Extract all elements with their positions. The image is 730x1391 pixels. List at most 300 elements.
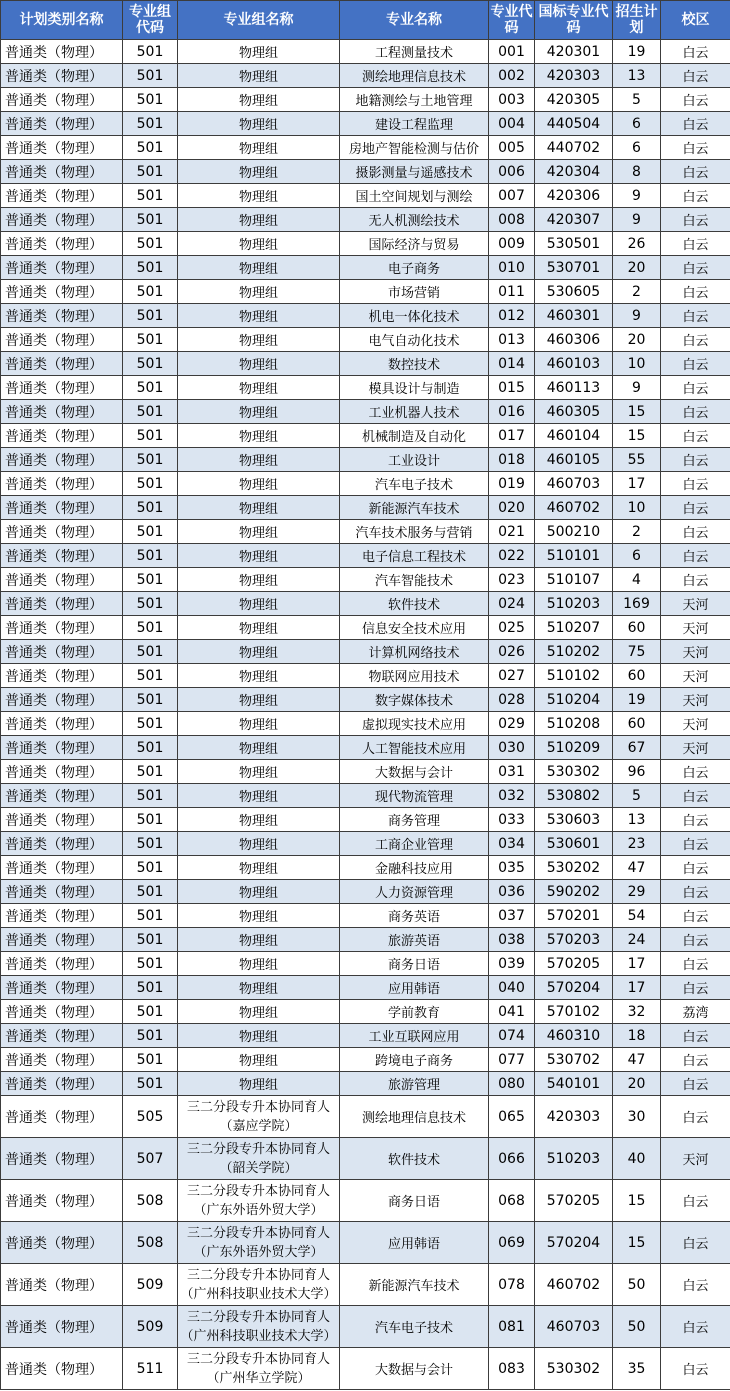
national-code-cell: 460702 — [535, 1264, 613, 1306]
header-row — [1, 1, 730, 40]
table-row — [1, 736, 730, 760]
enrollment-plan-cell: 9 — [613, 304, 661, 328]
enrollment-plan-cell: 26 — [613, 232, 661, 256]
table-row — [1, 640, 730, 664]
major-code-cell: 029 — [489, 712, 535, 736]
group-name-cell: 物理组 — [178, 688, 340, 712]
table-row — [1, 1180, 730, 1222]
group-code-cell: 501 — [123, 328, 178, 352]
major-name-cell: 数字媒体技术 — [340, 688, 489, 712]
plan-category-cell: 普通类（物理） — [1, 928, 123, 952]
plan-category-cell: 普通类（物理） — [1, 112, 123, 136]
plan-category-cell: 普通类（物理） — [1, 208, 123, 232]
table-row — [1, 1096, 730, 1138]
group-name-cell: 物理组 — [178, 976, 340, 1000]
group-code-cell: 501 — [123, 1024, 178, 1048]
group-code-cell: 501 — [123, 88, 178, 112]
national-code-cell: 460104 — [535, 424, 613, 448]
group-name-cell: 物理组 — [178, 1000, 340, 1024]
enrollment-plan-cell: 10 — [613, 352, 661, 376]
national-code-cell: 460113 — [535, 376, 613, 400]
campus-cell: 白云 — [661, 448, 730, 472]
national-code-cell: 510202 — [535, 640, 613, 664]
campus-cell: 白云 — [661, 88, 730, 112]
group-code-cell: 501 — [123, 112, 178, 136]
table-row — [1, 1024, 730, 1048]
national-code-cell: 510203 — [535, 592, 613, 616]
table-row — [1, 304, 730, 328]
national-code-cell: 510101 — [535, 544, 613, 568]
group-code-cell: 501 — [123, 664, 178, 688]
group-code-cell: 509 — [123, 1264, 178, 1306]
major-code-cell: 031 — [489, 760, 535, 784]
table-row — [1, 472, 730, 496]
major-name-cell: 电子信息工程技术 — [340, 544, 489, 568]
group-name-cell: 物理组 — [178, 856, 340, 880]
campus-cell: 天河 — [661, 664, 730, 688]
major-name-cell: 市场营销 — [340, 280, 489, 304]
national-code-cell: 420306 — [535, 184, 613, 208]
major-name-cell: 商务管理 — [340, 808, 489, 832]
campus-cell: 白云 — [661, 760, 730, 784]
table-row — [1, 784, 730, 808]
group-name-cell: 物理组 — [178, 1072, 340, 1096]
national-code-cell: 420303 — [535, 1096, 613, 1138]
national-code-cell: 420305 — [535, 88, 613, 112]
group-name-cell: 物理组 — [178, 808, 340, 832]
enrollment-plan-cell: 75 — [613, 640, 661, 664]
national-code-cell: 460301 — [535, 304, 613, 328]
plan-category-cell: 普通类（物理） — [1, 1072, 123, 1096]
plan-category-cell: 普通类（物理） — [1, 232, 123, 256]
group-code-cell: 501 — [123, 448, 178, 472]
plan-category-cell: 普通类（物理） — [1, 160, 123, 184]
group-name-cell: 物理组 — [178, 136, 340, 160]
campus-cell: 白云 — [661, 304, 730, 328]
group-code-cell: 508 — [123, 1180, 178, 1222]
enrollment-plan-cell: 50 — [613, 1264, 661, 1306]
table-row — [1, 856, 730, 880]
enrollment-plan-cell: 8 — [613, 160, 661, 184]
enrollment-plan-cell: 23 — [613, 832, 661, 856]
group-code-cell: 501 — [123, 1048, 178, 1072]
plan-category-cell: 普通类（物理） — [1, 376, 123, 400]
table-row — [1, 112, 730, 136]
group-name-cell: 物理组 — [178, 304, 340, 328]
major-name-cell: 电气自动化技术 — [340, 328, 489, 352]
enrollment-plan-cell: 17 — [613, 952, 661, 976]
major-name-cell: 建设工程监理 — [340, 112, 489, 136]
enrollment-plan-cell: 6 — [613, 136, 661, 160]
table-body — [1, 40, 730, 1390]
major-code-cell: 020 — [489, 496, 535, 520]
group-name-cell: 物理组 — [178, 88, 340, 112]
campus-cell: 白云 — [661, 160, 730, 184]
plan-category-cell: 普通类（物理） — [1, 88, 123, 112]
enrollment-plan-cell: 60 — [613, 664, 661, 688]
major-code-cell: 035 — [489, 856, 535, 880]
table-row — [1, 160, 730, 184]
major-name-cell: 无人机测绘技术 — [340, 208, 489, 232]
national-code-cell: 530501 — [535, 232, 613, 256]
campus-cell: 白云 — [661, 904, 730, 928]
group-code-cell: 501 — [123, 640, 178, 664]
table-row — [1, 976, 730, 1000]
plan-category-cell: 普通类（物理） — [1, 544, 123, 568]
major-code-cell: 030 — [489, 736, 535, 760]
major-code-cell: 015 — [489, 376, 535, 400]
major-code-cell: 003 — [489, 88, 535, 112]
campus-cell: 白云 — [661, 472, 730, 496]
group-name-cell: 三二分段专升本协同育人（嘉应学院） — [178, 1096, 340, 1138]
plan-category-cell: 普通类（物理） — [1, 1222, 123, 1264]
group-code-cell: 501 — [123, 304, 178, 328]
national-code-cell: 420304 — [535, 160, 613, 184]
campus-cell: 白云 — [661, 928, 730, 952]
campus-cell: 白云 — [661, 952, 730, 976]
group-name-cell: 物理组 — [178, 256, 340, 280]
group-name-cell: 物理组 — [178, 376, 340, 400]
group-code-cell: 501 — [123, 400, 178, 424]
group-name-cell: 物理组 — [178, 352, 340, 376]
header-campus: 校区 — [661, 1, 730, 40]
major-name-cell: 工业设计 — [340, 448, 489, 472]
campus-cell: 白云 — [661, 376, 730, 400]
plan-category-cell: 普通类（物理） — [1, 664, 123, 688]
major-name-cell: 机械制造及自动化 — [340, 424, 489, 448]
enrollment-plan-cell: 29 — [613, 880, 661, 904]
major-code-cell: 040 — [489, 976, 535, 1000]
enrollment-plan-cell: 60 — [613, 712, 661, 736]
enrollment-plan-cell: 32 — [613, 1000, 661, 1024]
plan-category-cell: 普通类（物理） — [1, 400, 123, 424]
major-code-cell: 008 — [489, 208, 535, 232]
campus-cell: 天河 — [661, 736, 730, 760]
major-code-cell: 025 — [489, 616, 535, 640]
group-name-cell: 物理组 — [178, 328, 340, 352]
major-name-cell: 虚拟现实技术应用 — [340, 712, 489, 736]
group-code-cell: 501 — [123, 136, 178, 160]
enrollment-plan-cell: 6 — [613, 112, 661, 136]
group-name-cell: 物理组 — [178, 952, 340, 976]
major-code-cell: 011 — [489, 280, 535, 304]
group-code-cell: 501 — [123, 424, 178, 448]
enrollment-plan-cell: 35 — [613, 1348, 661, 1390]
campus-cell: 白云 — [661, 40, 730, 64]
plan-category-cell: 普通类（物理） — [1, 1180, 123, 1222]
table-row — [1, 208, 730, 232]
enrollment-plan-cell: 54 — [613, 904, 661, 928]
group-name-cell: 物理组 — [178, 448, 340, 472]
campus-cell: 天河 — [661, 592, 730, 616]
national-code-cell: 530603 — [535, 808, 613, 832]
group-name-cell: 三二分段专升本协同育人（广东外语外贸大学） — [178, 1180, 340, 1222]
plan-category-cell: 普通类（物理） — [1, 328, 123, 352]
plan-category-cell: 普通类（物理） — [1, 592, 123, 616]
table-row — [1, 1138, 730, 1180]
campus-cell: 白云 — [661, 208, 730, 232]
group-name-cell: 物理组 — [178, 160, 340, 184]
group-code-cell: 501 — [123, 616, 178, 640]
major-code-cell: 013 — [489, 328, 535, 352]
group-name-cell: 物理组 — [178, 592, 340, 616]
major-name-cell: 物联网应用技术 — [340, 664, 489, 688]
plan-category-cell: 普通类（物理） — [1, 448, 123, 472]
major-code-cell: 023 — [489, 568, 535, 592]
table-row — [1, 40, 730, 64]
campus-cell: 天河 — [661, 712, 730, 736]
national-code-cell: 530302 — [535, 1348, 613, 1390]
plan-category-cell: 普通类（物理） — [1, 880, 123, 904]
national-code-cell: 530702 — [535, 1048, 613, 1072]
major-name-cell: 国际经济与贸易 — [340, 232, 489, 256]
enrollment-plan-cell: 9 — [613, 376, 661, 400]
table-row — [1, 232, 730, 256]
campus-cell: 白云 — [661, 400, 730, 424]
header-group-name: 专业组名称 — [178, 1, 340, 40]
major-code-cell: 077 — [489, 1048, 535, 1072]
enrollment-plan-cell: 15 — [613, 424, 661, 448]
national-code-cell: 510107 — [535, 568, 613, 592]
plan-category-cell: 普通类（物理） — [1, 472, 123, 496]
major-name-cell: 电子商务 — [340, 256, 489, 280]
national-code-cell: 590202 — [535, 880, 613, 904]
group-name-cell: 三二分段专升本协同育人（广州华立学院） — [178, 1348, 340, 1390]
national-code-cell: 460703 — [535, 1306, 613, 1348]
major-name-cell: 汽车智能技术 — [340, 568, 489, 592]
national-code-cell: 530802 — [535, 784, 613, 808]
plan-category-cell: 普通类（物理） — [1, 520, 123, 544]
enrollment-plan-cell: 20 — [613, 256, 661, 280]
major-code-cell: 027 — [489, 664, 535, 688]
plan-category-cell: 普通类（物理） — [1, 1048, 123, 1072]
plan-category-cell: 普通类（物理） — [1, 832, 123, 856]
campus-cell: 白云 — [661, 1306, 730, 1348]
national-code-cell: 510102 — [535, 664, 613, 688]
table-row — [1, 1048, 730, 1072]
national-code-cell: 460103 — [535, 352, 613, 376]
group-code-cell: 501 — [123, 808, 178, 832]
group-name-cell: 物理组 — [178, 664, 340, 688]
group-name-cell: 物理组 — [178, 904, 340, 928]
national-code-cell: 510209 — [535, 736, 613, 760]
major-code-cell: 014 — [489, 352, 535, 376]
major-code-cell: 002 — [489, 64, 535, 88]
campus-cell: 天河 — [661, 1138, 730, 1180]
group-code-cell: 501 — [123, 40, 178, 64]
national-code-cell: 460105 — [535, 448, 613, 472]
major-code-cell: 074 — [489, 1024, 535, 1048]
major-code-cell: 065 — [489, 1096, 535, 1138]
plan-category-cell: 普通类（物理） — [1, 712, 123, 736]
major-name-cell: 软件技术 — [340, 592, 489, 616]
table-row — [1, 256, 730, 280]
major-name-cell: 汽车电子技术 — [340, 1306, 489, 1348]
table-row — [1, 544, 730, 568]
enrollment-plan-cell: 96 — [613, 760, 661, 784]
plan-category-cell: 普通类（物理） — [1, 424, 123, 448]
national-code-cell: 530601 — [535, 832, 613, 856]
major-code-cell: 083 — [489, 1348, 535, 1390]
campus-cell: 白云 — [661, 544, 730, 568]
major-code-cell: 016 — [489, 400, 535, 424]
major-code-cell: 036 — [489, 880, 535, 904]
table-row — [1, 1000, 730, 1024]
enrollment-plan-cell: 18 — [613, 1024, 661, 1048]
table-row — [1, 664, 730, 688]
group-name-cell: 三二分段专升本协同育人（广州科技职业技术大学） — [178, 1264, 340, 1306]
campus-cell: 白云 — [661, 856, 730, 880]
major-name-cell: 软件技术 — [340, 1138, 489, 1180]
table-row — [1, 496, 730, 520]
table-row — [1, 64, 730, 88]
major-code-cell: 081 — [489, 1306, 535, 1348]
group-code-cell: 509 — [123, 1306, 178, 1348]
plan-category-cell: 普通类（物理） — [1, 184, 123, 208]
national-code-cell: 570205 — [535, 952, 613, 976]
plan-category-cell: 普通类（物理） — [1, 352, 123, 376]
major-code-cell: 018 — [489, 448, 535, 472]
campus-cell: 白云 — [661, 1096, 730, 1138]
enrollment-plan-cell: 24 — [613, 928, 661, 952]
enrollment-plan-cell: 19 — [613, 688, 661, 712]
enrollment-plan-cell: 20 — [613, 328, 661, 352]
group-name-cell: 三二分段专升本协同育人（广州科技职业技术大学） — [178, 1306, 340, 1348]
group-name-cell: 物理组 — [178, 208, 340, 232]
group-code-cell: 511 — [123, 1348, 178, 1390]
group-code-cell: 501 — [123, 184, 178, 208]
enrollment-plan-cell: 5 — [613, 88, 661, 112]
plan-category-cell: 普通类（物理） — [1, 1096, 123, 1138]
major-name-cell: 应用韩语 — [340, 976, 489, 1000]
national-code-cell: 420303 — [535, 64, 613, 88]
major-code-cell: 001 — [489, 40, 535, 64]
campus-cell: 白云 — [661, 1180, 730, 1222]
table-row — [1, 1072, 730, 1096]
group-name-cell: 物理组 — [178, 880, 340, 904]
major-code-cell: 026 — [489, 640, 535, 664]
plan-category-cell: 普通类（物理） — [1, 568, 123, 592]
campus-cell: 白云 — [661, 1348, 730, 1390]
plan-category-cell: 普通类（物理） — [1, 856, 123, 880]
group-name-cell: 物理组 — [178, 112, 340, 136]
group-name-cell: 物理组 — [178, 712, 340, 736]
group-code-cell: 501 — [123, 880, 178, 904]
enrollment-plan-cell: 15 — [613, 400, 661, 424]
enrollment-plan-cell: 169 — [613, 592, 661, 616]
plan-category-cell: 普通类（物理） — [1, 40, 123, 64]
enrollment-plan-cell: 15 — [613, 1222, 661, 1264]
major-name-cell: 新能源汽车技术 — [340, 496, 489, 520]
national-code-cell: 530202 — [535, 856, 613, 880]
major-code-cell: 010 — [489, 256, 535, 280]
group-code-cell: 501 — [123, 472, 178, 496]
group-name-cell: 物理组 — [178, 184, 340, 208]
group-code-cell: 501 — [123, 520, 178, 544]
major-code-cell: 005 — [489, 136, 535, 160]
national-code-cell: 420301 — [535, 40, 613, 64]
table-row — [1, 880, 730, 904]
plan-category-cell: 普通类（物理） — [1, 976, 123, 1000]
major-name-cell: 国土空间规划与测绘 — [340, 184, 489, 208]
group-code-cell: 501 — [123, 832, 178, 856]
table-row — [1, 424, 730, 448]
group-name-cell: 物理组 — [178, 616, 340, 640]
plan-category-cell: 普通类（物理） — [1, 496, 123, 520]
campus-cell: 白云 — [661, 184, 730, 208]
enrollment-plan-cell: 9 — [613, 208, 661, 232]
major-code-cell: 012 — [489, 304, 535, 328]
group-code-cell: 501 — [123, 760, 178, 784]
group-code-cell: 501 — [123, 496, 178, 520]
enrollment-plan-cell: 47 — [613, 1048, 661, 1072]
plan-category-cell: 普通类（物理） — [1, 1348, 123, 1390]
campus-cell: 白云 — [661, 256, 730, 280]
major-name-cell: 汽车技术服务与营销 — [340, 520, 489, 544]
major-name-cell: 大数据与会计 — [340, 1348, 489, 1390]
plan-category-cell: 普通类（物理） — [1, 736, 123, 760]
major-code-cell: 017 — [489, 424, 535, 448]
group-code-cell: 508 — [123, 1222, 178, 1264]
group-code-cell: 507 — [123, 1138, 178, 1180]
group-code-cell: 501 — [123, 352, 178, 376]
table-row — [1, 1348, 730, 1390]
table-row — [1, 592, 730, 616]
major-name-cell: 汽车电子技术 — [340, 472, 489, 496]
campus-cell: 白云 — [661, 1048, 730, 1072]
group-name-cell: 物理组 — [178, 640, 340, 664]
plan-category-cell: 普通类（物理） — [1, 1306, 123, 1348]
group-code-cell: 501 — [123, 1000, 178, 1024]
table-row — [1, 760, 730, 784]
major-name-cell: 机电一体化技术 — [340, 304, 489, 328]
enrollment-plan-cell: 6 — [613, 544, 661, 568]
table-row — [1, 352, 730, 376]
group-code-cell: 501 — [123, 544, 178, 568]
national-code-cell: 570102 — [535, 1000, 613, 1024]
group-name-cell: 物理组 — [178, 544, 340, 568]
campus-cell: 白云 — [661, 112, 730, 136]
enrollment-plan-cell: 60 — [613, 616, 661, 640]
enrollment-plan-cell: 17 — [613, 976, 661, 1000]
group-name-cell: 物理组 — [178, 832, 340, 856]
campus-cell: 天河 — [661, 640, 730, 664]
major-name-cell: 工商企业管理 — [340, 832, 489, 856]
group-name-cell: 物理组 — [178, 1048, 340, 1072]
national-code-cell: 420307 — [535, 208, 613, 232]
plan-category-cell: 普通类（物理） — [1, 1264, 123, 1306]
enrollment-plan-cell: 13 — [613, 808, 661, 832]
major-name-cell: 跨境电子商务 — [340, 1048, 489, 1072]
major-code-cell: 069 — [489, 1222, 535, 1264]
campus-cell: 白云 — [661, 976, 730, 1000]
table-row — [1, 136, 730, 160]
major-name-cell: 工业机器人技术 — [340, 400, 489, 424]
major-name-cell: 金融科技应用 — [340, 856, 489, 880]
table-row — [1, 568, 730, 592]
plan-category-cell: 普通类（物理） — [1, 256, 123, 280]
campus-cell: 白云 — [661, 424, 730, 448]
group-name-cell: 物理组 — [178, 424, 340, 448]
major-code-cell: 080 — [489, 1072, 535, 1096]
major-code-cell: 039 — [489, 952, 535, 976]
campus-cell: 白云 — [661, 280, 730, 304]
major-code-cell: 068 — [489, 1180, 535, 1222]
campus-cell: 白云 — [661, 520, 730, 544]
group-name-cell: 物理组 — [178, 232, 340, 256]
group-code-cell: 501 — [123, 952, 178, 976]
campus-cell: 白云 — [661, 832, 730, 856]
